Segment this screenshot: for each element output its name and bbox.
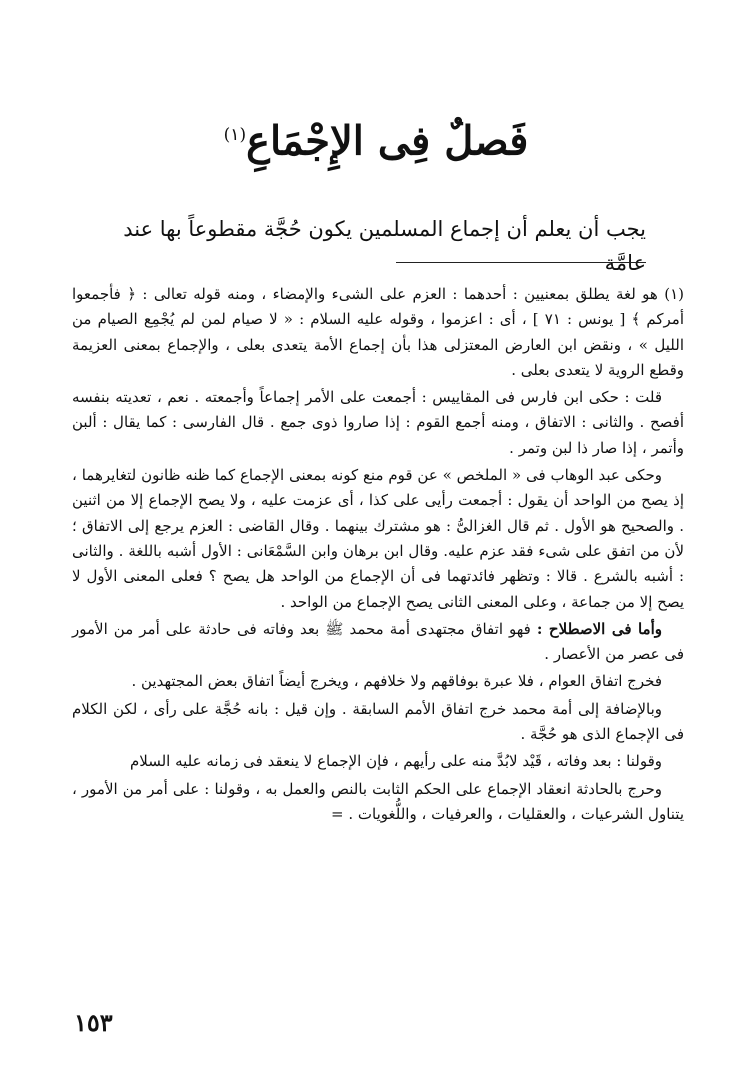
footnote-paragraph: وحكى عبد الوهاب فى « الملخص » عن قوم منع كونه بمعنى الإجماع كما ظنه ظانون لتغايرهما ، إذ يصح من الواحد أن يقول : أجمعت رأيى على كذا ، أى عزمت عليه ، ولا يصح الإجماع إلا من اثنين . والصحيح هو الأول . ثم قال الغزالىُّ : هو مشترك بينهما . وقال القاضى : العزم يرجع إلى الاتفاق ؛ لأن من اتفق على شىء فقد عزم عليه. وقال ابن برهان وابن السَّمْعَانى : الأول أشبه باللغة . والثانى : أشبه بالشرع . قالا : وتظهر فائدتهما فى أن الإجماع من الواحد هل يصح ؟ فعلى المعنى الأول لا يصح إلا من جماعة ، وعلى المعنى الثانى يصح الإجماع من الواحد . [72,466,684,611]
body-text: يجب أن يعلم أن إجماع المسلمين يكون حُجَّة مقطوعاً بها عند عامَّة [123,217,646,275]
footnote-paragraph: وبالإضافة إلى أمة محمد خرج اتفاق الأمم السابقة . وإن قيل : بانه حُجَّة على رأى ، لكن الكلام فى الإجماع الذى هو حُجَّة . [72,699,684,744]
footnote-paragraph: وحرج بالحادثة انعقاد الإجماع على الحكم الثابت بالنص والعمل به ، وقولنا : على أمر من الأمور ، يتناول الشرعيات ، والعقليات ، والعرفيات ، واللُّغويات . = [72,779,684,823]
footnote-paragraph: (١) هو لغة يطلق بمعنيين : أحدهما : العزم على الشىء والإمضاء ، ومنه قوله تعالى : ﴿ فأجمعوا أمركم ﴾ [ يونس : ٧١ ] ، أى : اعزموا ، وقوله عليه السلام : « لا صيام لمن لم يُجْمِع الصيام من الليل » ، ونقض ابن العارض المعتزلى هذا بأن إجماع الأمة يتعدى بعلى ، والإجماع بمعنى العزيمة وقطع الروية لا يتعدى بعلى . [72,285,684,379]
term-heading: وأما فى الاصطلاح : [536,619,663,638]
footnote-paragraph: وقولنا : بعد وفاته ، قَيْد لابُدَّ منه على رأيهم ، فإن الإجماع لا ينعقد فى زمانه عليه السلام [129,752,662,771]
footnotes [72,282,684,829]
footnote-divider [396,262,646,263]
footnote-paragraph [72,617,684,668]
footnote-text: فهو اتفاق مجتهدى أمة محمد ﷺ بعد وفاته فى حادثة على أمر من الأمور فى عصر من الأعصار . [72,619,684,664]
chapter-title-text: فَصلٌ فِى الإِجْمَاعِ [246,117,529,165]
footnote-ref: (١) [223,125,247,145]
chapter-title [0,105,746,171]
footnote-paragraph: فخرج اتفاق العوام ، فلا عبرة بوفاقهم ولا خلافهم ، ويخرج أيضاً اتفاق بعض المجتهدين . [131,672,662,691]
footnote-paragraph: قلت : حكى ابن فارس فى المقاييس : أجمعت على الأمر إجماعاً وأجمعته . نعم ، تعديته بنفسه أفصح . والثانى : الاتفاق ، ومنه أجمع القوم : إذا صاروا ذوى جمع . قال الفارسى : كما يقال : ألبن وأتمر ، إذا صار ذا لبن وتمر . [72,388,684,457]
page-number: ١٥٣ [74,1008,113,1037]
